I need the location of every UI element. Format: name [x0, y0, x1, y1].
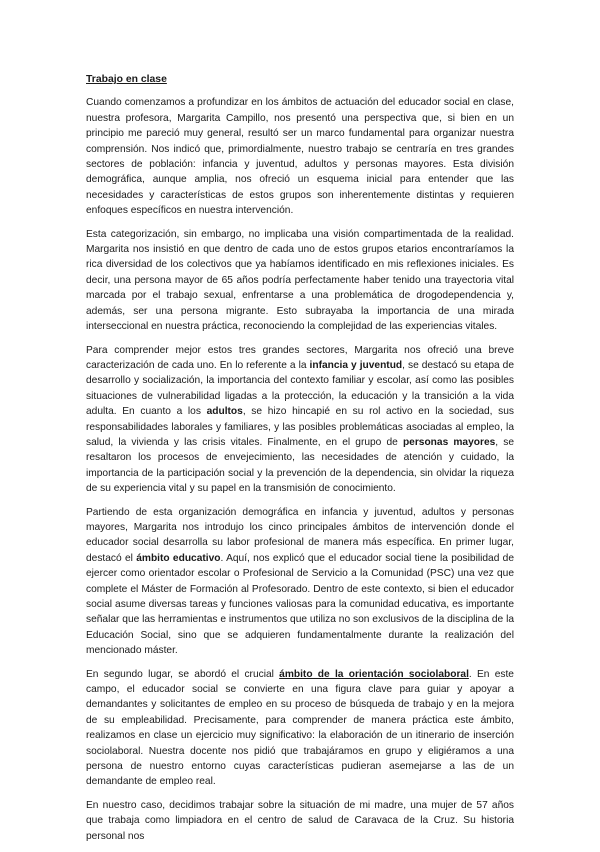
paragraph-text: , se hizo hincapié en su rol activo en la sociedad, sus responsabilidades laborales y familiares, y las posibles problemáticas asociadas al empleo, la salud, la vivienda y las crisis vitales. Finalmente, en el grupo de	[86, 406, 514, 448]
paragraph-text: , se resaltaron los procesos de envejecimiento, las necesidades de atención y cuidado, la importancia de la participación social y la prevención de la dependencia, sin olvidar la riqueza de su experiencia vital y su papel en la transmisión de conocimiento.	[86, 436, 514, 495]
paragraph	[86, 798, 514, 844]
paragraph-text: En segundo lugar, se abordó el crucial	[86, 668, 280, 680]
paragraph-text: . Aquí, nos explicó que el educador social tiene la posibilidad de ejercer como orientador escolar o Profesional de Servicio a la Comunidad (PSC) una vez que complete el Máster de Formación al Profesorado. Dentro de este contexto, si bien el educador social asume diversas tareas y funciones valiosas para la comunidad educativa, es importante señalar que las herramientas e instrumentos que utiliza no son exclusivos de la disciplina de la Educación Social, sino que se adquieren fundamentalmente durante la realización del mencionado máster.	[86, 552, 515, 657]
emphasis-text: personas mayores	[402, 436, 496, 448]
document-body	[86, 95, 514, 844]
paragraph-text: Cuando comenzamos a profundizar en los ámbitos de actuación del educador social en clase, nuestra profesora, Margarita Campillo, nos presentó una perspectiva que, si bien en un principio me pareció muy general, resultó ser un marco fundamental para organizar nuestra comprensión. Nos indicó que, primordialmente, nuestro trabajo se centraría en tres grandes sectores de población: infancia y juventud, adultos y personas mayores. Esta división demográfica, aunque amplia, nos ofreció un esquema inicial para entender que las necesidades y características de estos grupos son inherentemente distintas y requieren enfoques específicos en nuestra intervención.	[86, 97, 514, 217]
emphasis-text: ámbito educativo	[136, 552, 221, 564]
paragraph-text: , se destacó su etapa de desarrollo y socialización, la importancia del contexto familiar y escolar, así como las posibles situaciones de vulnerabilidad ligadas a la protección, la educación y la transición a la vida adulta. En cuanto a los	[86, 359, 514, 418]
paragraph-text: Esta categorización, sin embargo, no implicaba una visión compartimentada de la realidad. Margarita nos insistió en que dentro de cada uno de estos grupos etarios encontraríamos la rica diversidad de los colectivos que ya habíamos identificado en mis reflexiones iniciales. Es decir, una persona mayor de 65 años podría perfectamente haber tenido una trayectoria vital marcada por el trabajo sexual, enfrentarse a una problemática de drogodependencia y, además, ser una persona migrante. Esto subrayaba la importancia de una mirada interseccional en nuestra práctica, reconociendo la complejidad de las experiencias vitales.	[86, 228, 514, 333]
document-title: Trabajo en clase	[86, 74, 167, 85]
paragraph-text: Partiendo de esta organización demográfica en infancia y juventud, adultos y personas mayores, Margarita nos introdujo los cinco principales ámbitos de intervención donde el educador social desarrolla su labor profesional de manera más específica. En primer lugar, destacó el	[86, 506, 514, 564]
paragraph-text: . En este campo, el educador social se convierte en una figura clave para guiar y apoyar a demandantes y solicitantes de empleo en su proceso de búsqueda de trabajo y en la mejora de su empleabilidad. Precisamente, para comprender de manera práctica este ámbito, realizamos en clase un ejercicio muy significativo: la elaboración de un itinerario de inserción sociolaboral. Nuestra docente nos pidió que trabajáramos en grupo y eligiéramos a una persona de nuestro entorno cuyas características pudieran asemejarse a las de un demandante de empleo real.	[86, 668, 514, 788]
emphasis-text: adultos	[206, 406, 243, 418]
paragraph-text: Para comprender mejor estos tres grandes sectores, Margarita nos ofreció una breve caracterización de cada uno. En lo referente a la	[86, 344, 514, 371]
emphasis-text: ámbito de la orientación sociolaboral	[279, 668, 469, 680]
paragraph	[86, 343, 514, 497]
paragraph-text: En nuestro caso, decidimos trabajar sobre la situación de mi madre, una mujer de 57 años que trabaja como limpiadora en el centro de salud de Caravaca de la Cruz. Su historia personal nos	[86, 799, 514, 842]
paragraph	[86, 227, 514, 335]
paragraph	[86, 667, 514, 790]
paragraph	[86, 95, 514, 218]
emphasis-text: infancia y juventud	[309, 359, 403, 371]
document-page	[86, 72, 514, 852]
paragraph	[86, 505, 514, 659]
